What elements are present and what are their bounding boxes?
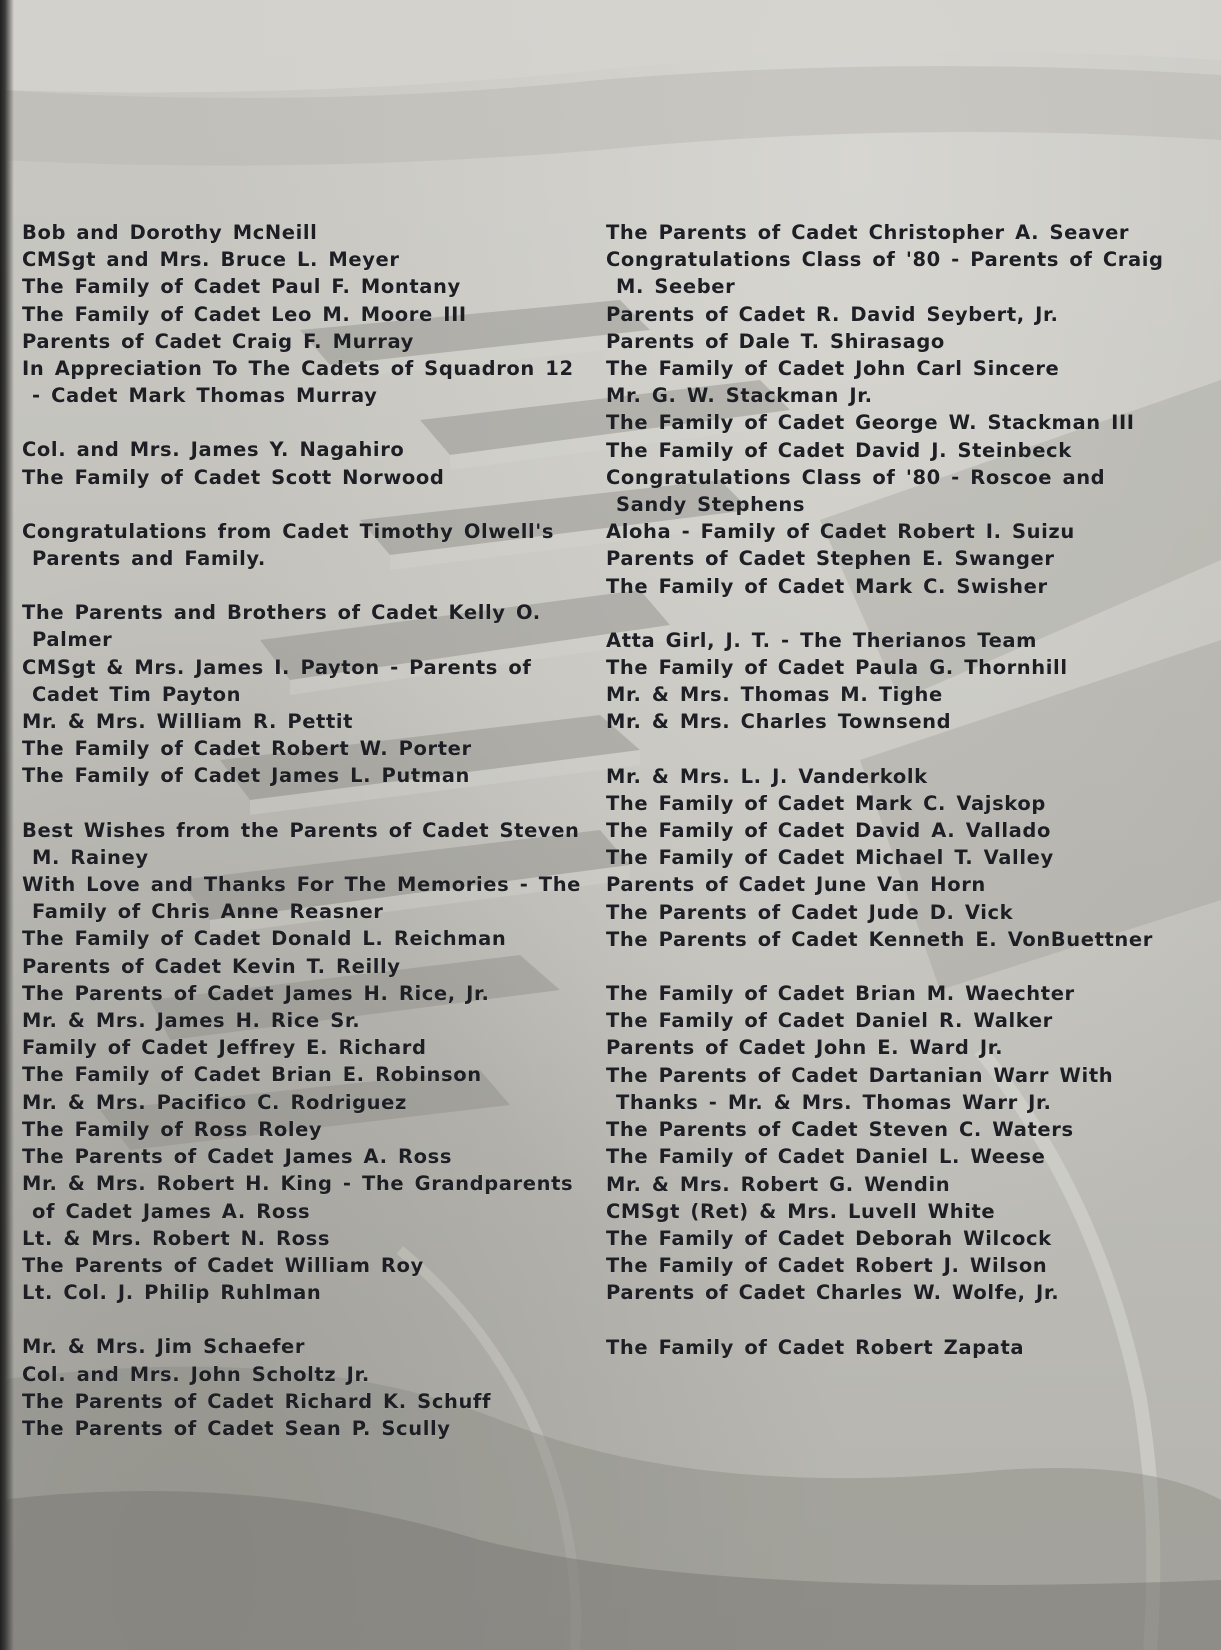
patron-entry: In Appreciation To The Cadets of Squadron 12 - Cadet Mark Thomas Murray [22, 357, 574, 408]
patron-entry: The Family of Cadet Daniel R. Walker [606, 1009, 1053, 1033]
patron-entry: Best Wishes from the Parents of Cadet Steven M. Rainey [22, 818, 580, 869]
patron-entry: Mr. & Mrs. Jim Schaefer [22, 1335, 306, 1359]
patron-entry: Congratulations from Cadet Timothy Olwell's Parents and Family. [22, 519, 555, 571]
patron-entry: Mr. & Mrs. James H. Rice Sr. [22, 1009, 361, 1033]
patron-entry: The Parents of Cadet James H. Rice, Jr. [22, 981, 490, 1005]
patron-entry: Aloha - Family of Cadet Robert I. Suizu [606, 520, 1075, 544]
patron-entry: Col. and Mrs. John Scholtz Jr. [22, 1362, 370, 1386]
patron-entry: The Family of Cadet Robert W. Porter [22, 737, 472, 761]
patron-entry: The Family of Cadet David J. Steinbeck [606, 438, 1072, 462]
patron-entry: Parents of Cadet John E. Ward Jr. [606, 1036, 1004, 1060]
patron-entry: The Parents of Cadet Kenneth E. VonBuettner [606, 927, 1153, 951]
patron-entry: Mr. & Mrs. Robert G. Wendin [606, 1172, 951, 1196]
patron-entry: Parents of Cadet Charles W. Wolfe, Jr. [606, 1281, 1060, 1305]
patron-entry: The Family of Cadet Paula G. Thornhill [606, 656, 1068, 680]
patron-entry: Mr. & Mrs. Robert H. King - The Grandparents of Cadet James A. Ross [22, 1172, 574, 1223]
patron-entry: The Family of Ross Roley [22, 1117, 323, 1141]
patron-entry: Mr. G. W. Stackman Jr. [606, 384, 873, 408]
patron-entry: The Family of Cadet Paul F. Montany [22, 275, 461, 299]
patron-entry: Col. and Mrs. James Y. Nagahiro [22, 438, 405, 462]
patron-entry: CMSgt and Mrs. Bruce L. Meyer [22, 248, 400, 272]
patron-entry: The Parents of Cadet Jude D. Vick [606, 900, 1014, 924]
patron-entry: The Family of Cadet Brian M. Waechter [606, 982, 1075, 1006]
patron-entry: The Family of Cadet Michael T. Valley [606, 846, 1054, 870]
patron-entry: CMSgt & Mrs. James I. Payton - Parents of Cadet Tim Payton [22, 655, 532, 706]
page-spine-shadow [0, 0, 14, 1650]
patron-entry: The Parents of Cadet William Roy [22, 1253, 424, 1277]
patron-entry: Atta Girl, J. T. - The Therianos Team [606, 628, 1038, 652]
patron-entry: The Family of Cadet Brian E. Robinson [22, 1063, 482, 1087]
patron-entry: The Family of Cadet George W. Stackman III [606, 411, 1135, 435]
patron-entry: The Family of Cadet John Carl Sincere [606, 357, 1060, 381]
patron-entry: The Family of Cadet Leo M. Moore III [22, 302, 467, 326]
patron-entry: The Family of Cadet Mark C. Swisher [606, 574, 1048, 598]
patron-entry: Parents of Cadet R. David Seybert, Jr. [606, 302, 1059, 326]
patron-entry: The Parents and Brothers of Cadet Kelly O. Palmer [22, 601, 541, 652]
patron-entry: Congratulations Class of '80 - Parents of Craig M. Seeber [606, 248, 1164, 299]
patron-entry: The Family of Cadet James L. Putman [22, 764, 470, 788]
patron-entry: Parents of Cadet Craig F. Murray [22, 329, 414, 353]
patron-entry: The Family of Cadet David A. Vallado [606, 819, 1051, 843]
patron-entry: With Love and Thanks For The Memories - The Family of Chris Anne Reasner [22, 873, 581, 924]
patron-entry: The Family of Cadet Daniel L. Weese [606, 1145, 1046, 1169]
patron-entry: The Parents of Cadet Sean P. Scully [22, 1416, 451, 1440]
patron-entry: Mr. & Mrs. William R. Pettit [22, 710, 354, 734]
patron-entry: Mr. & Mrs. L. J. Vanderkolk [606, 764, 928, 788]
patron-entry: The Parents of Cadet Steven C. Waters [606, 1118, 1074, 1142]
patron-entry: Lt. & Mrs. Robert N. Ross [22, 1226, 331, 1250]
patron-entry: CMSgt (Ret) & Mrs. Luvell White [606, 1199, 996, 1223]
patron-entry: Mr. & Mrs. Pacifico C. Rodriguez [22, 1090, 407, 1114]
patron-entry: Congratulations Class of '80 - Roscoe and Sandy Stephens [606, 465, 1106, 517]
patron-entry: Mr. & Mrs. Charles Townsend [606, 710, 952, 734]
right-column-list [606, 219, 1176, 1361]
patron-entry: The Family of Cadet Mark C. Vajskop [606, 791, 1046, 815]
patron-entry: Bob and Dorothy McNeill [22, 221, 318, 244]
patron-entry: Family of Cadet Jeffrey E. Richard [22, 1036, 427, 1060]
patron-entry: Lt. Col. J. Philip Ruhlman [22, 1281, 322, 1305]
patron-entry: The Family of Cadet Deborah Wilcock [606, 1226, 1052, 1250]
patron-entry: The Family of Cadet Scott Norwood [22, 465, 445, 489]
patron-entry: Parents of Cadet Stephen E. Swanger [606, 547, 1055, 571]
patron-entry: The Parents of Cadet Richard K. Schuff [22, 1389, 492, 1413]
patron-entry: The Family of Cadet Robert J. Wilson [606, 1254, 1048, 1278]
left-column-list [22, 219, 582, 1442]
patron-entry: The Family of Cadet Donald L. Reichman [22, 927, 507, 951]
patron-entry: Parents of Cadet June Van Horn [606, 873, 986, 897]
patron-entry: Mr. & Mrs. Thomas M. Tighe [606, 683, 943, 707]
patron-entry: The Parents of Cadet Dartanian Warr With Thanks - Mr. & Mrs. Thomas Warr Jr. [606, 1063, 1114, 1114]
patron-entry: The Family of Cadet Robert Zapata [606, 1335, 1025, 1359]
patron-entry: Parents of Dale T. Shirasago [606, 329, 945, 353]
patron-entry: The Parents of Cadet Christopher A. Seaver [606, 221, 1130, 244]
patron-entry: The Parents of Cadet James A. Ross [22, 1145, 453, 1169]
patron-entry: Parents of Cadet Kevin T. Reilly [22, 954, 401, 978]
